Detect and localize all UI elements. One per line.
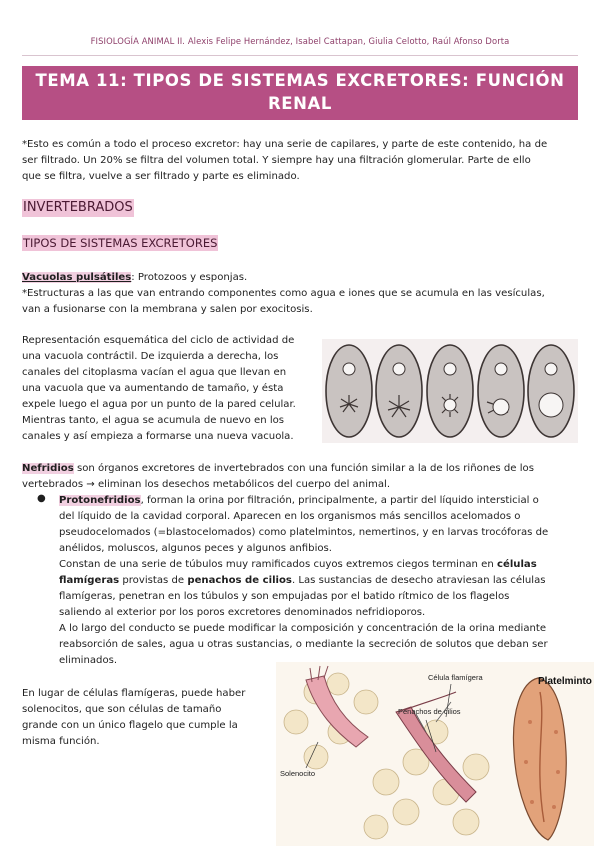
solenocitos-line-2: solenocitos, que son células de tamaño — [22, 704, 222, 715]
label-solenocito: Solenocito — [280, 769, 316, 778]
heading-invertebrados — [22, 200, 134, 215]
nefridios-line-2: vertebrados → eliminan los desechos metabólicos del cuerpo del animal. — [22, 479, 391, 490]
constan-line-3: flamígeras, penetran en los túbulos y son empujadas por el batido rítmico de los flagelos — [59, 591, 510, 602]
constan-line-4: saliendo al exterior por los poros excretores denominados nefridioporos. — [59, 607, 426, 618]
chapter-title — [22, 66, 578, 120]
constan-text-a: Constan de una serie de túbulos muy ramificados cuyos extremos ciegos terminan en — [59, 559, 497, 570]
solenocitos-line-1: En lugar de células flamígeras, puede haber — [22, 688, 246, 699]
solenocitos-line-3: grande con un único flagelo que cumple la — [22, 720, 238, 731]
solenocitos-line-4: misma función. — [22, 736, 100, 747]
representacion-line-6: Mientras tanto, el agua se acumula de nuevo en los — [22, 415, 285, 426]
page-header: FISIOLOGÍA ANIMAL II. Alexis Felipe Hernández, Isabel Cattapan, Giulia Celotto, Raúl Afonso Dorta — [90, 36, 510, 46]
heading-tipos-text: TIPOS DE SISTEMAS EXCRETORES — [23, 236, 218, 250]
representacion-line-5: expele luego el agua por un punto de la pared celular. — [22, 399, 296, 410]
title-line-2: RENAL — [267, 94, 333, 113]
flame-cell-figure — [276, 662, 594, 846]
nefridios-line-1 — [22, 461, 578, 477]
heading-tipos — [22, 236, 218, 250]
label-penachos-cilios: Penachos de cilios — [398, 707, 461, 716]
vacuolas-term: Vacuolas pulsátiles — [22, 272, 132, 283]
representacion-line-1: Representación esquemática del ciclo de actividad de — [22, 335, 295, 346]
conducto-line-3: eliminados. — [59, 655, 118, 666]
protonefridios-text: , forman la orina por filtración, principalmente, a partir del líquido intersticial o — [140, 495, 539, 506]
label-celula-flamigera: Célula flamígera — [428, 673, 483, 682]
representacion-line-2: una vacuola contráctil. De izquierda a derecha, los — [22, 351, 279, 362]
penachos-term: penachos de cilios — [187, 575, 292, 586]
vacuolas-note-1: *Estructuras a las que van entrando componentes como agua e iones que se acumula en las vesículas, — [22, 288, 545, 299]
protonefridios-line-4: anélidos, moluscos, algunos peces y algunos anfibios. — [59, 543, 333, 554]
intro-line-3: que se filtra, vuelve a ser filtrado y parte es eliminado. — [22, 171, 300, 182]
vacuolas-note-2: van a fusionarse con la membrana y salen por exocitosis. — [22, 304, 313, 315]
constan-text-c: provistas de — [119, 575, 188, 586]
conducto-line-2: reabsorción de sales, agua u otras sustancias, o mediante la secreción de solutos que deban ser — [59, 639, 548, 650]
representacion-line-3: canales del citoplasma vacían el agua que llevan en — [22, 367, 287, 378]
intro-line-2: ser filtrado. Un 20% se filtra del volumen total. Y siempre hay una filtración glomerular. Parte de ello — [22, 155, 531, 166]
header-divider — [22, 55, 578, 56]
representacion-line-4: una vacuola que va aumentando de tamaño, y ésta — [22, 383, 284, 394]
constan-text-e: . Las sustancias de desecho atraviesan las células — [291, 575, 546, 586]
protonefridios-term: Protonefridios — [59, 495, 141, 506]
constan-line-1 — [59, 557, 580, 573]
constan-line-2 — [59, 573, 580, 589]
heading-invertebrados-text: INVERTEBRADOS — [23, 200, 133, 215]
vacuole-cycle-figure — [322, 339, 578, 443]
conducto-line-1: A lo largo del conducto se puede modificar la composición y concentración de la orina mediante — [59, 623, 547, 634]
nefridios-term: Nefridios — [22, 463, 74, 474]
title-line-1: TEMA 11: TIPOS DE SISTEMAS EXCRETORES: FUNCIÓN — [35, 71, 565, 90]
vacuolas-paragraph — [22, 270, 578, 286]
protonefridios-line-3: pseudocelomados (=blastocelomados) como platelmintos, nemertinos, y en larvas trocóforas de — [59, 527, 549, 538]
label-platelminto: Platelminto — [538, 676, 592, 687]
protonefridios-line-1 — [59, 493, 580, 509]
nefridios-text: son órganos excretores de invertebrados con una función similar a la de los riñones de los — [73, 463, 534, 474]
flame-cell-illustration — [276, 662, 594, 846]
bullet-marker: ● — [37, 493, 46, 504]
vacuolas-rest: : Protozoos y esponjas. — [131, 272, 248, 283]
representacion-line-7: canales y así empieza a formarse una nueva vacuola. — [22, 431, 294, 442]
intro-line-1: *Esto es común a todo el proceso excretor: hay una serie de capilares, y parte de este contenido, ha de — [22, 139, 548, 150]
vacuole-cycle-illustration — [322, 339, 578, 443]
protonefridios-line-2: del líquido de la cavidad corporal. Aparecen en los organismos más sencillos acelomados o — [59, 511, 521, 522]
celulas-term: células — [496, 559, 537, 570]
flamigeras-term: flamígeras — [59, 575, 120, 586]
